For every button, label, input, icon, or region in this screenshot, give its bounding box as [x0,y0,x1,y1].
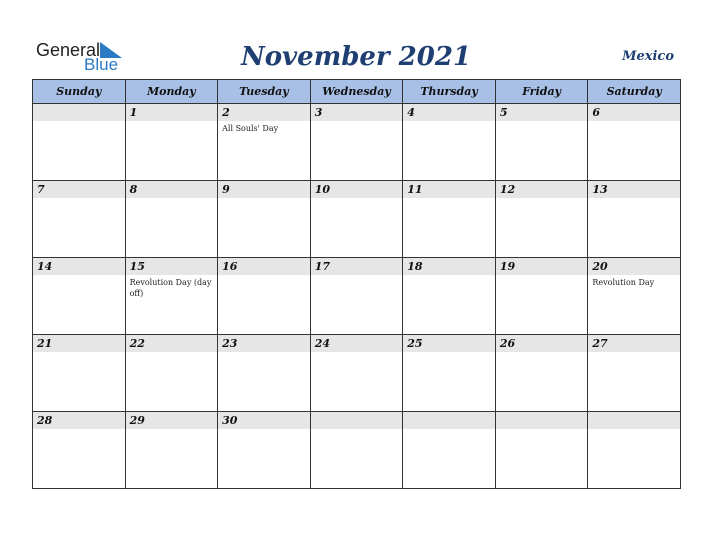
day-number-bar [403,181,495,198]
calendar-body [33,104,681,489]
day-cell [403,181,496,258]
day-cell [125,181,218,258]
day-number-bar [588,104,680,121]
day-cell [218,258,311,335]
day-cell [310,258,403,335]
holiday-label [311,121,403,123]
holiday-label [126,121,218,123]
day-cell [218,412,311,489]
day-number: 25 [407,337,423,350]
day-number: 12 [499,183,516,196]
day-number: 20 [592,260,608,273]
day-number-bar [496,181,588,198]
week-row [33,258,681,335]
day-cell [33,412,126,489]
day-number-bar [588,258,680,275]
day-number: 18 [407,260,423,273]
day-number-bar [33,181,125,198]
day-cell [495,335,588,412]
day-cell [403,258,496,335]
day-number-bar [588,412,680,429]
holiday-label [311,429,403,431]
day-cell [495,104,588,181]
day-number: 2 [222,106,230,119]
holiday-label [588,429,680,431]
day-cell [125,412,218,489]
weekday-header-row [33,80,681,104]
day-cell [33,181,126,258]
weekday-monday: Monday [125,80,218,104]
day-number: 5 [499,106,508,119]
holiday-label [33,198,125,200]
day-number-bar [403,335,495,352]
logo-text-blue: Blue [84,55,119,74]
day-number: 10 [314,183,330,196]
holiday-label [126,198,218,200]
day-cell [495,258,588,335]
holiday-label [496,275,588,277]
day-number-bar [33,335,125,352]
day-cell [495,181,588,258]
day-number-bar [218,258,310,275]
calendar-title: November 2021 [240,42,472,72]
day-number-bar [496,104,588,121]
day-cell [403,412,496,489]
day-number-bar [311,335,403,352]
day-cell [218,104,311,181]
day-number: 30 [222,414,238,427]
holiday-label [588,198,680,200]
day-number-bar [496,412,588,429]
day-cell [310,181,403,258]
weekday-friday: Friday [495,80,588,104]
week-row [33,181,681,258]
holiday-label: All Souls' Day [222,124,279,133]
day-number: 22 [129,337,145,350]
day-cell [310,412,403,489]
holiday-label [403,352,495,354]
holiday-label [403,121,495,123]
day-cell [218,181,311,258]
holiday-label [218,429,310,431]
day-number: 14 [37,260,53,273]
day-cell [588,104,681,181]
weekday-sunday: Sunday [33,80,126,104]
holiday-label [588,352,680,354]
weekday-tuesday: Tuesday [218,80,311,104]
day-number-bar [33,412,125,429]
holiday-label [311,198,403,200]
country-label: Mexico [622,49,674,64]
day-cell [495,412,588,489]
day-number-bar [496,258,588,275]
holiday-label [496,121,588,123]
day-number: 16 [222,260,238,273]
day-number: 17 [314,260,330,273]
day-number-bar [311,258,403,275]
day-cell [125,335,218,412]
day-number: 21 [37,337,53,350]
holiday-label: Revolution Day (day off) [129,278,212,298]
day-number: 4 [407,106,415,119]
day-number-bar [403,258,495,275]
day-number: 15 [129,260,145,273]
holiday-label [218,352,310,354]
holiday-label [33,121,125,123]
holiday-label [33,429,125,431]
day-cell [588,412,681,489]
day-number-bar [403,412,495,429]
day-cell [125,104,218,181]
day-number: 6 [592,106,601,119]
holiday-label [403,198,495,200]
day-number: 1 [129,106,138,119]
day-number-bar [218,104,310,121]
holiday-label [218,275,310,277]
holiday-label [311,275,403,277]
day-cell [33,258,126,335]
day-cell [125,258,218,335]
day-number-bar [126,104,218,121]
holiday-label [403,275,495,277]
day-number-bar [588,181,680,198]
day-number: 19 [499,260,516,273]
holiday-label [33,275,125,277]
calendar-grid [32,79,681,489]
day-cell [588,258,681,335]
holiday-label [496,198,588,200]
week-row [33,412,681,489]
day-number-bar [403,104,495,121]
day-cell [310,335,403,412]
day-number: 11 [407,183,423,196]
day-number: 23 [222,337,238,350]
day-number-bar [496,335,588,352]
holiday-label [496,429,588,431]
day-number-bar [126,181,218,198]
day-number: 26 [499,337,516,350]
day-cell [588,335,681,412]
holiday-label [311,352,403,354]
holiday-label [126,352,218,354]
day-cell [33,335,126,412]
day-number-bar [311,181,403,198]
day-cell [218,335,311,412]
day-number-bar [33,258,125,275]
holiday-label: Revolution Day [592,278,655,287]
day-number-bar [311,104,403,121]
day-number: 8 [129,183,138,196]
day-cell [310,104,403,181]
day-number-bar [126,412,218,429]
day-cell [33,104,126,181]
day-number-bar [218,412,310,429]
holiday-label [126,429,218,431]
weekday-thursday: Thursday [403,80,496,104]
week-row [33,104,681,181]
day-cell [588,181,681,258]
day-number-bar [218,335,310,352]
day-number: 9 [222,183,230,196]
logo-text-general: General [36,40,101,60]
holiday-label [403,429,495,431]
day-number-bar [311,412,403,429]
day-cell [403,335,496,412]
day-number-bar [33,104,125,121]
week-row [33,335,681,412]
day-number: 7 [37,183,45,196]
holiday-label [33,352,125,354]
day-number: 28 [37,414,53,427]
day-number-bar [126,258,218,275]
holiday-label [588,121,680,123]
holiday-label [496,352,588,354]
weekday-saturday: Saturday [588,80,681,104]
day-number: 29 [129,414,145,427]
day-number-bar [588,335,680,352]
holiday-label [218,198,310,200]
day-number: 3 [314,106,323,119]
day-number: 27 [592,337,608,350]
day-number: 13 [592,183,608,196]
day-number-bar [126,335,218,352]
day-number: 24 [314,337,330,350]
day-cell [403,104,496,181]
weekday-wednesday: Wednesday [310,80,403,104]
day-number-bar [218,181,310,198]
